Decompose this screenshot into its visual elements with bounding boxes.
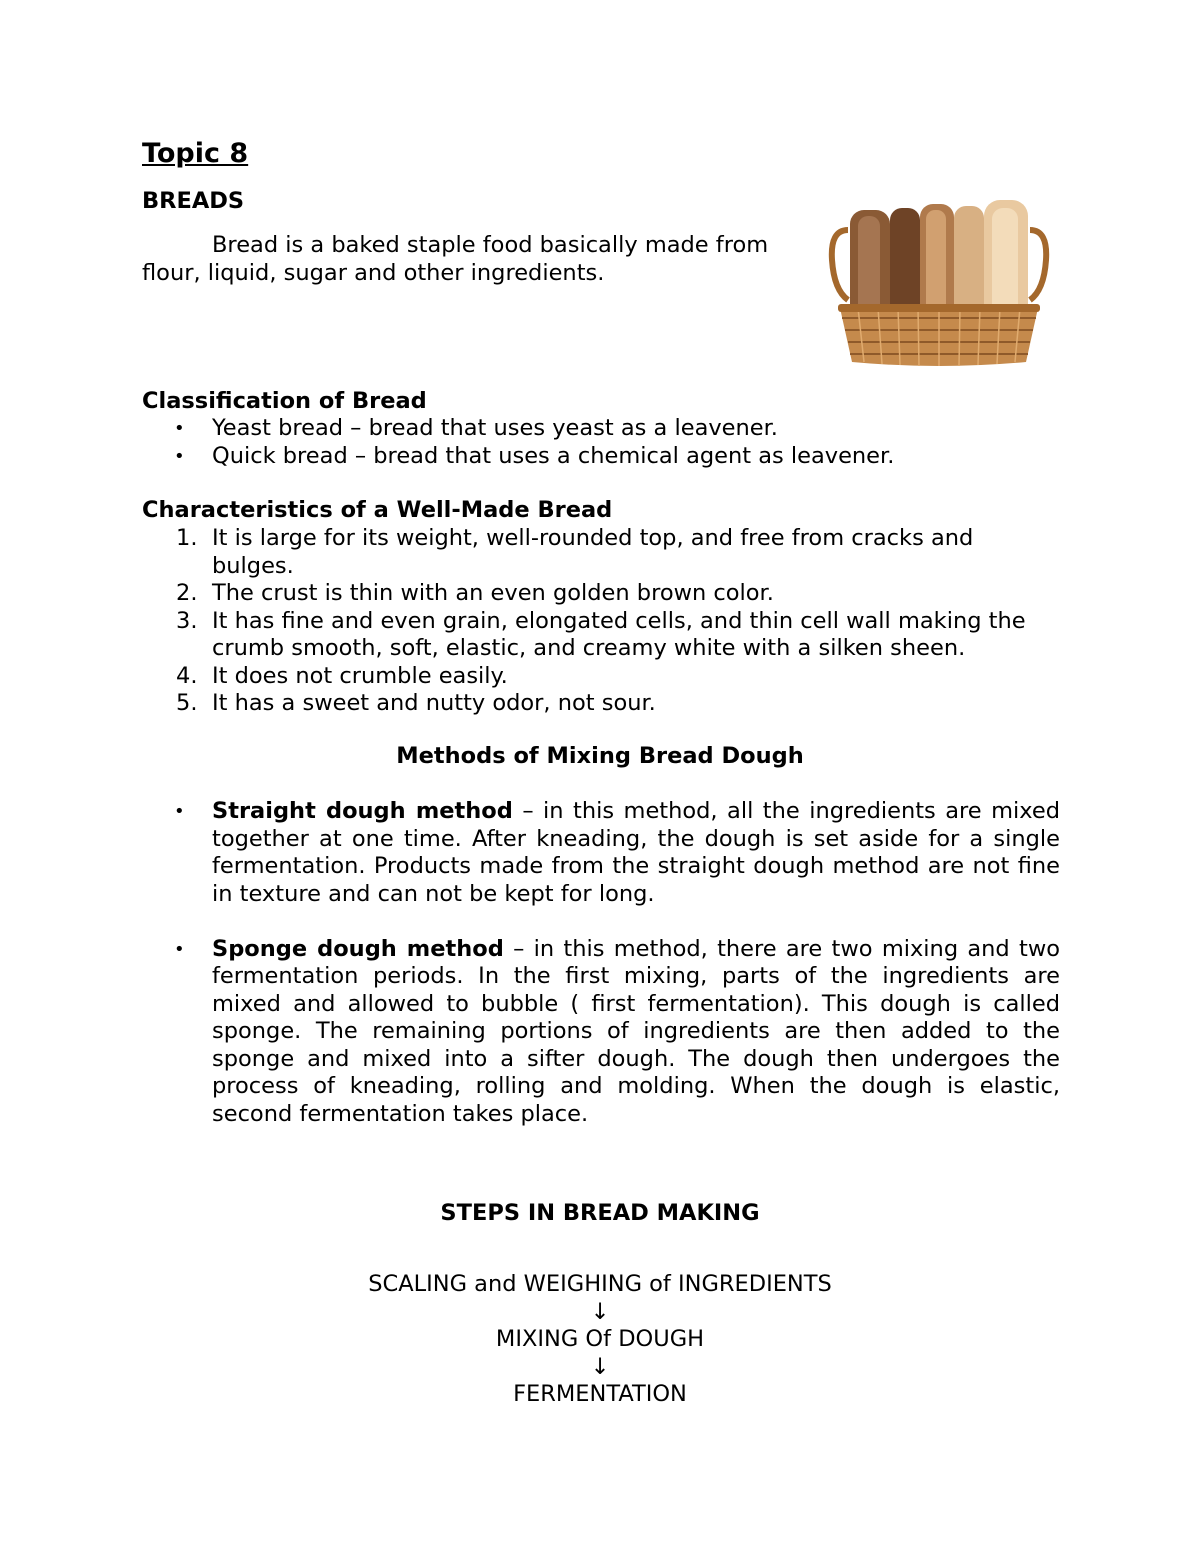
intro-line-2: flour, liquid, sugar and other ingredients. xyxy=(142,259,605,286)
list-item: • Quick bread – bread that uses a chemical agent as leavener. xyxy=(174,442,895,469)
list-item: 1. It is large for its weight, well-rounded top, and free from cracks and bulges. xyxy=(176,525,974,579)
characteristics-title: Characteristics of a Well-Made Bread xyxy=(142,497,613,523)
bullet-icon: • xyxy=(174,938,185,960)
bullet-icon: • xyxy=(174,418,185,439)
list-item: 4. It does not crumble easily. xyxy=(176,662,508,689)
methods-list xyxy=(142,798,1060,1156)
down-arrow-icon: ↓ xyxy=(590,1298,610,1325)
down-arrow-icon: ↓ xyxy=(590,1353,610,1380)
list-item xyxy=(142,936,1060,1129)
intro-line-1: Bread is a baked staple food basically made from xyxy=(212,232,769,258)
classification-list xyxy=(142,415,1082,470)
method-term: Straight dough method xyxy=(212,798,513,824)
characteristics-list xyxy=(142,525,1052,718)
bullet-icon: • xyxy=(174,801,185,822)
topic-title: Topic 8 xyxy=(142,138,249,169)
flow-step: MIXING Of DOUGH xyxy=(495,1326,705,1352)
list-item xyxy=(142,798,1060,908)
method-term: Sponge dough method xyxy=(212,935,504,962)
steps-title: STEPS IN BREAD MAKING xyxy=(440,1200,760,1226)
list-item: 5. It has a sweet and nutty odor, not sour. xyxy=(176,690,656,716)
intro-paragraph xyxy=(142,232,822,287)
page-heading: BREADS xyxy=(142,188,245,214)
list-item: 3. It has fine and even grain, elongated cells, and thin cell wall making the crumb smooth, soft, elastic, and creamy white with a silken sheen. xyxy=(176,607,1026,661)
list-item: 2. The crust is thin with an even golden brown color. xyxy=(176,580,774,606)
bread-basket-image xyxy=(828,190,1050,372)
method-description: – in this method, all the ingredients are mixed together at one time. After kneading, the dough is set aside for a single fermentation. Products made from the straight dough method are not fine in texture and can not be kept for long. xyxy=(212,798,1060,907)
bullet-icon: • xyxy=(174,445,185,467)
flow-step: SCALING and WEIGHING of INGREDIENTS xyxy=(368,1271,832,1297)
methods-title: Methods of Mixing Bread Dough xyxy=(396,743,804,769)
steps-flow xyxy=(0,1271,1200,1409)
method-description: – in this method, there are two mixing and two fermentation periods. In the first mixing, parts of the ingredients are mixed and allowed to bubble ( first fermentation). This dough is called sponge. The remaining portions of ingredients are then added to the sponge and mixed into a sifter dough. The dough then undergoes the process of kneading, rolling and molding. When the dough is elastic, second fermentation takes place. xyxy=(212,935,1060,1127)
list-item: • Yeast bread – bread that uses yeast as a leavener. xyxy=(174,415,778,441)
flow-step: FERMENTATION xyxy=(513,1381,687,1407)
classification-title: Classification of Bread xyxy=(142,388,427,414)
